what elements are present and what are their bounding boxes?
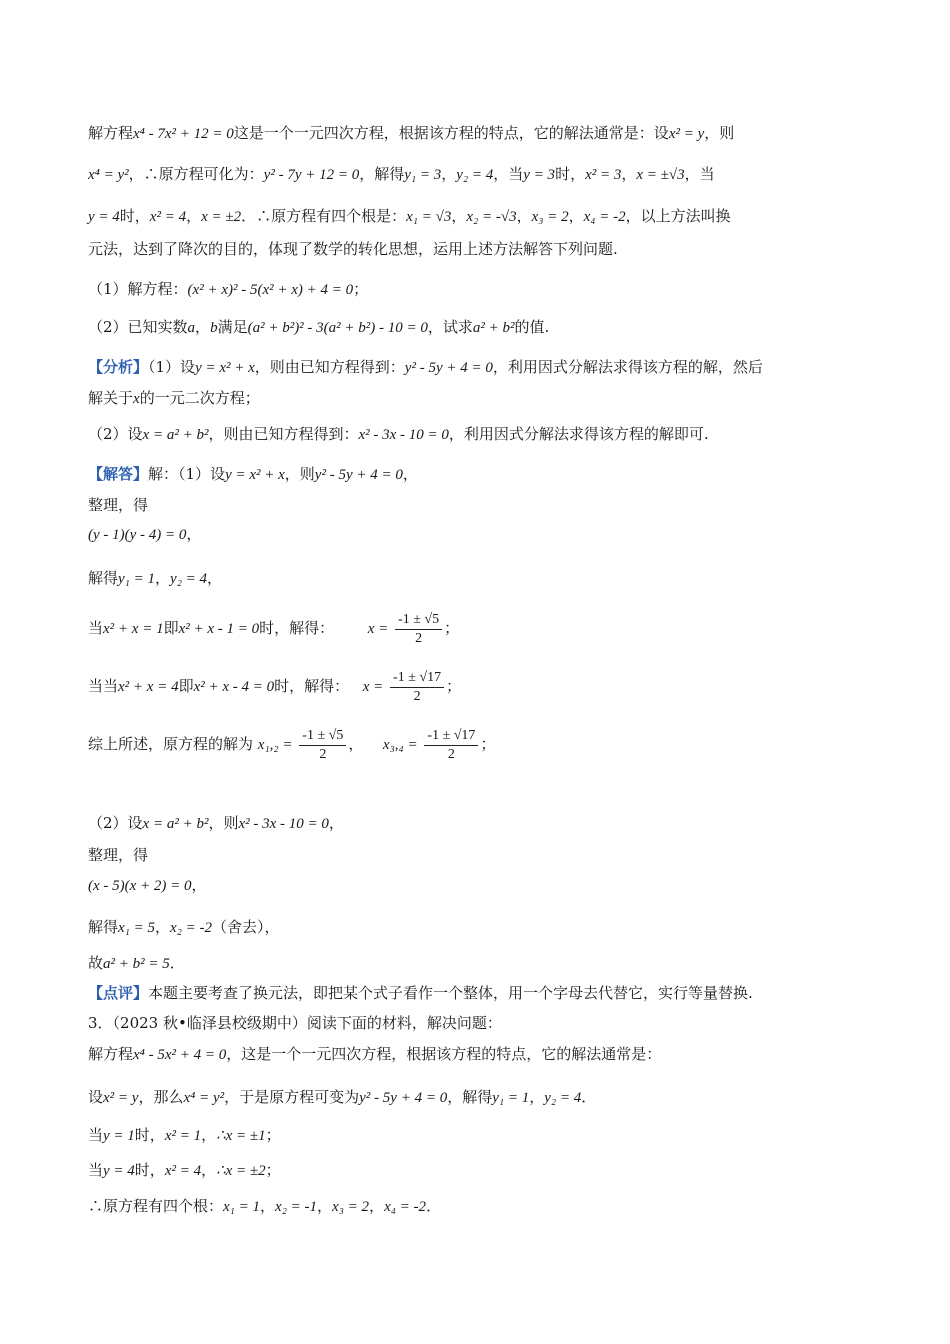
variable: x = (362, 679, 384, 695)
text: （2）设 (88, 814, 143, 832)
text: ； (265, 1161, 281, 1179)
fraction (299, 727, 346, 764)
text: ， (402, 465, 418, 483)
problem-3-line-1 (88, 1041, 868, 1067)
expression: a² + b² (472, 320, 515, 336)
equation: (x - 5)(x + 2) = 0 (88, 878, 192, 894)
text: （1）设 (148, 358, 196, 376)
comment-text: 本题主要考查了换元法，即把某个式子看作一个整体，用一个字母去代替它，实行等量替换. (148, 984, 753, 1002)
text: ； (444, 619, 460, 637)
text: （2）已知实数 (88, 318, 188, 336)
problem-3-line-4 (88, 1157, 868, 1183)
variable: x₁,₂ = (257, 737, 293, 753)
text: 时，解得： (259, 619, 335, 637)
text: 即 (163, 619, 179, 637)
text: 当 (88, 1126, 104, 1144)
intro-line-3: y = 4时，x² = 4，x = ±2．∴原方程有四个根是：x₁ = √3，x₂ = -√3，x₃ = 2，x₄ = -2，以上方法叫换 (88, 207, 731, 225)
text: ，则由已知方程得到： (254, 358, 405, 376)
text: 解方程 (88, 1045, 134, 1063)
question-1 (88, 276, 868, 302)
intro-line-2: x⁴ = y²，∴原方程可化为：y² - 7y + 12 = 0，解得y₁ = 3，y₂ = 4，当y = 3时，x² = 3，x = ±√3，当 (88, 165, 715, 183)
text: ， (201, 1161, 217, 1179)
text: 解得 (88, 569, 119, 587)
text: 这是一个一元四次方程，根据该方程的特点，它的解法通常是：设 (233, 124, 669, 142)
numerator: -1 ± √5 (299, 727, 346, 746)
root: y₁ = 1 (118, 571, 156, 587)
fraction (424, 727, 478, 764)
root: x₂ = -√3 (466, 209, 517, 225)
equation: x² + x = 4 (118, 679, 179, 695)
text: ； (353, 280, 369, 298)
equation: x² - 3x - 10 = 0 (358, 427, 449, 443)
answer-arrange: 整理，得 (88, 496, 149, 514)
text: ，则由已知方程得到： (208, 425, 359, 443)
root: x₃ = 2 (332, 1199, 370, 1215)
text: 时， (134, 1161, 165, 1179)
text: ，则 (704, 124, 735, 142)
numerator: -1 ± √17 (390, 669, 444, 688)
text: ． (581, 1088, 597, 1106)
text: （1）解方程： (88, 280, 188, 298)
text: ； (265, 1126, 281, 1144)
equation: x⁴ = y² (183, 1090, 225, 1106)
text: ．∴原方程有四个根是： (241, 207, 407, 225)
equation: x² + x - 1 = 0 (178, 621, 260, 637)
text: 的一元二次方程； (139, 389, 260, 407)
text: 的值. (514, 318, 550, 336)
root: x₄ = -2 (384, 1199, 427, 1215)
substitution: x² = y (668, 126, 705, 142)
text: ， (155, 569, 171, 587)
text: 解关于 (88, 389, 134, 407)
intro-line-1 (88, 120, 868, 146)
root: x₃ = 2 (531, 209, 569, 225)
text: ， (260, 1197, 276, 1215)
fraction (395, 611, 442, 648)
text: ． (426, 1197, 442, 1215)
equation: y² - 7y + 12 = 0 (263, 167, 360, 183)
equation: y² - 5y + 4 = 0 (314, 467, 403, 483)
root: y₂ = 4 (544, 1090, 582, 1106)
numerator: -1 ± √5 (395, 611, 442, 630)
analysis-line-3 (88, 421, 868, 447)
root: y₁ = 1 (492, 1090, 530, 1106)
equation: y² - 5y + 4 = 0 (404, 360, 493, 376)
text: ，于是原方程可变为 (224, 1088, 360, 1106)
analysis-line-1 (88, 354, 868, 380)
intro-line-4: 元法，达到了降次的目的，体现了数学的转化思想，运用上述方法解答下列问题. (88, 240, 618, 258)
text: 当 (88, 1161, 104, 1179)
root: x₁ = 1 (223, 1199, 261, 1215)
fraction (390, 669, 444, 706)
value: x = ±2 (201, 209, 242, 225)
equation: (y - 1)(y - 4) = 0 (88, 527, 187, 543)
denominator: 2 (415, 630, 423, 646)
text: （2）设 (88, 425, 143, 443)
text: （舍去）， (212, 918, 280, 936)
root: x₁ = 5 (118, 920, 156, 936)
text: 故 (88, 954, 104, 972)
denominator: 2 (319, 746, 327, 762)
result: a² + b² = 5 (103, 956, 170, 972)
variable: x = (367, 621, 389, 637)
text: ，那么 (138, 1088, 184, 1106)
answer-solved (88, 565, 868, 591)
value: x² = 3 (585, 167, 622, 183)
text: ， (195, 318, 211, 336)
text: ， (207, 569, 223, 587)
root: y₂ = 4 (456, 167, 494, 183)
text: ∴原方程有四个根： (88, 1197, 224, 1215)
substitution: x = a² + b² (142, 816, 209, 832)
value: y = 4 (103, 1163, 135, 1179)
equation: x² - 3x - 10 = 0 (238, 816, 329, 832)
text: ， (529, 1088, 545, 1106)
root: y₁ = 3 (404, 167, 442, 183)
substitution: x = a² + b² (142, 427, 209, 443)
value: x² = 4 (149, 209, 187, 225)
text: ； (480, 735, 496, 753)
answer-case-1 (88, 604, 868, 652)
variable: x₃,₄ = (382, 737, 418, 753)
text: 解得 (88, 918, 119, 936)
root: x₂ = -1 (275, 1199, 318, 1215)
text: ，∴原方程可化为： (128, 165, 264, 183)
text: ，以上方法叫换 (625, 207, 731, 225)
root: x₁ = √3 (406, 209, 452, 225)
text: ，解得 (359, 165, 405, 183)
root: y₂ = 4 (170, 571, 208, 587)
value: x = ±√3 (636, 167, 685, 183)
text: ，当 (684, 165, 715, 183)
value: ∴x = ±2 (216, 1163, 266, 1179)
equation: y² - 5y + 4 = 0 (359, 1090, 448, 1106)
answer-summary (88, 720, 868, 768)
text: 时，解得： (274, 677, 350, 695)
text: ，当 (493, 165, 524, 183)
answer-factor (88, 521, 868, 547)
text: 当 (88, 619, 104, 637)
value: y = 1 (103, 1128, 135, 1144)
variable: b (210, 320, 218, 336)
answer-p2-final (88, 950, 868, 976)
equation: x² + x = 1 (103, 621, 164, 637)
equation: x⁴ - 5x² + 4 = 0 (133, 1047, 227, 1063)
analysis-tag: 【分析】 (88, 358, 149, 376)
problem-3-line-2 (88, 1084, 868, 1110)
question-2 (88, 314, 868, 340)
text: 满足 (217, 318, 248, 336)
text: 即 (178, 677, 194, 695)
text: 时， (119, 207, 150, 225)
text: ， (155, 918, 171, 936)
text: ． (169, 954, 185, 972)
value: x² = 1 (164, 1128, 202, 1144)
text: ，则 (208, 814, 239, 832)
comment-tag: 【点评】 (88, 984, 149, 1002)
text: 综上所述，原方程的解为 (88, 735, 254, 753)
text: ，这是一个一元四次方程，根据该方程的特点，它的解法通常是： (226, 1045, 662, 1063)
denominator: 2 (447, 746, 455, 762)
text: 当当 (88, 677, 119, 695)
equation: x⁴ - 7x² + 12 = 0 (133, 126, 234, 142)
text: 解方程 (88, 124, 134, 142)
problem-3-line-5: ∴原方程有四个根：x₁ = 1，x₂ = -1，x₃ = 2，x₄ = -2． (88, 1197, 442, 1215)
substitution: y = x² + x (195, 360, 255, 376)
answer-line-1 (88, 461, 868, 487)
equation: (x² + x)² - 5(x² + x) + 4 = 0 (187, 282, 354, 298)
numerator: -1 ± √17 (424, 727, 478, 746)
answer-p2-solved (88, 914, 868, 940)
text: ，利用因式分解法求得该方程的解即可. (448, 425, 709, 443)
comment (88, 980, 868, 1006)
text: ，则 (284, 465, 315, 483)
answer-p2-arrange: 整理，得 (88, 846, 149, 864)
text: ，利用因式分解法求得该方程的解，然后 (492, 358, 763, 376)
answer-p2-line-1 (88, 810, 868, 836)
text: ，解得 (447, 1088, 493, 1106)
text: ， (201, 1126, 217, 1144)
root: x₂ = -2 (170, 920, 213, 936)
text: 时， (555, 165, 586, 183)
text: ，试求 (427, 318, 473, 336)
analysis-line-2 (88, 385, 868, 411)
text: ， (348, 735, 364, 753)
text: ， (328, 814, 344, 832)
text: ， (186, 525, 202, 543)
equation: (a² + b²)² - 3(a² + b²) - 10 = 0 (247, 320, 428, 336)
value: ∴x = ±1 (216, 1128, 266, 1144)
text: 解：（1）设 (148, 465, 226, 483)
value: x² = 4 (164, 1163, 202, 1179)
variable: x (133, 391, 140, 407)
text: 时， (134, 1126, 165, 1144)
answer-tag: 【解答】 (88, 465, 149, 483)
value: y = 4 (88, 209, 120, 225)
substitution: y = x² + x (225, 467, 285, 483)
root: x₄ = -2 (583, 209, 626, 225)
equation: x² + x - 4 = 0 (193, 679, 275, 695)
problem-3-line-3 (88, 1122, 868, 1148)
denominator: 2 (413, 688, 421, 704)
text: ； (446, 677, 462, 695)
answer-p2-factor (88, 872, 868, 898)
value: y = 3 (523, 167, 556, 183)
problem-3-heading: 3．（2023 秋•临泽县校级期中）阅读下面的材料，解决问题： (88, 1014, 502, 1032)
text: ， (191, 876, 207, 894)
answer-case-2 (88, 662, 868, 710)
text: 设 (88, 1088, 104, 1106)
substitution: x² = y (103, 1090, 139, 1106)
variable: a (187, 320, 196, 336)
equation: x⁴ = y² (88, 167, 129, 183)
